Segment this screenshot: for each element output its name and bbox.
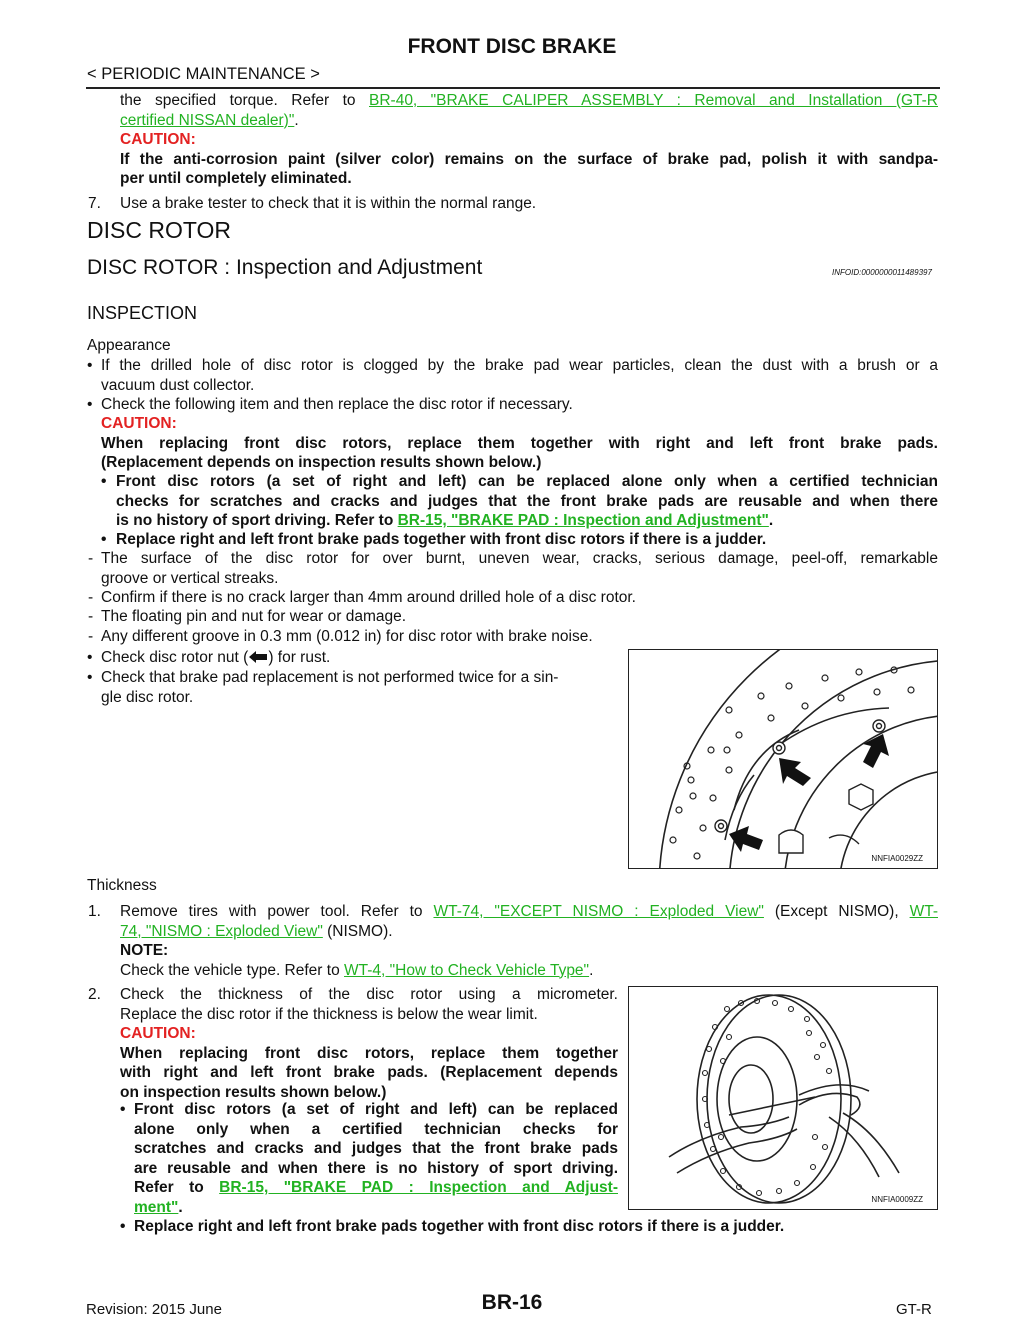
figure1-id: NNFIA0029ZZ	[871, 854, 923, 863]
appearance-dash1: The surface of the disc rotor for over burnt, uneven wear, cracks, serious damage, peel-off, remarkable groove or vertical streaks.	[101, 550, 938, 587]
step7-text: Use a brake tester to check that it is within the normal range.	[120, 195, 537, 212]
inspection-heading: INSPECTION	[87, 303, 198, 323]
link-wt74-nismo[interactable]: WT-	[909, 903, 938, 920]
footer-model: GT-R	[896, 1301, 932, 1318]
thickness-step2-number: 2.	[88, 986, 101, 1003]
thickness-sub1: Front disc rotors (a set of right and left) can be replaced alone only when a certified technician checks for scratches and cracks and judges that the front brake pads are reusable and when there is no history of sport driving. Refer to BR-15, "BRAKE PAD : Inspection and Adjust- ment".	[134, 1101, 618, 1216]
intro-line2: certified NISSAN dealer)".	[120, 111, 299, 129]
intro-block	[120, 91, 938, 189]
appearance-dash2: Confirm if there is no crack larger than 4mm around drilled hole of a disc rotor.	[101, 589, 636, 606]
thickness-step1-number: 1.	[88, 903, 101, 920]
footer-page-number: BR-16	[481, 1291, 543, 1314]
dash-mark: -	[88, 550, 94, 567]
bullet-mark: •	[120, 1218, 126, 1235]
appearance-sub2: Replace right and left front brake pads together with front disc rotors if there is a judder.	[116, 531, 767, 548]
bullet-mark: •	[87, 669, 93, 686]
left-arrow-icon	[248, 650, 268, 664]
thickness-heading: Thickness	[87, 877, 157, 894]
appearance-dash4: Any different groove in 0.3 mm (0.012 in) for disc rotor with brake noise.	[101, 628, 593, 645]
bullet-mark: •	[87, 357, 93, 374]
bullet-mark: •	[101, 473, 107, 490]
link-br15-brake-pad[interactable]: BR-15, "BRAKE PAD : Inspection and Adjustment"	[397, 512, 769, 529]
bullet-mark: •	[101, 531, 107, 548]
intro-line1: the specified torque. Refer to BR-40, "BRAKE CALIPER ASSEMBLY : Removal and Installation (GT-R	[120, 92, 939, 109]
step7-number: 7.	[88, 195, 101, 212]
footer-revision: Revision: 2015 June	[86, 1301, 222, 1318]
bullet-mark: •	[120, 1101, 126, 1118]
dash-mark: -	[88, 608, 94, 625]
header-rule	[86, 87, 940, 89]
figure-disc-rotor-nuts	[628, 649, 938, 869]
caution-label: CAUTION:	[120, 1025, 196, 1042]
bullet-mark: •	[87, 396, 93, 413]
bullet-mark: •	[87, 649, 93, 666]
info-id: INFOID:0000000011489397	[832, 268, 932, 277]
disc-rotor-illustration	[629, 650, 937, 868]
appearance-bullet4: Check that brake pad replacement is not performed twice for a sin- gle disc rotor.	[101, 669, 559, 706]
caution-label: CAUTION:	[101, 415, 177, 432]
section-subtitle: DISC ROTOR : Inspection and Adjustment	[87, 256, 483, 279]
appearance-heading: Appearance	[87, 337, 171, 354]
figure-micrometer-measure	[628, 986, 938, 1210]
note-label: NOTE:	[120, 942, 169, 959]
appearance-caution: CAUTION: When replacing front disc rotors, replace them together with right and left front brake pads. (Replacement depends on inspection results shown below.)	[101, 415, 938, 471]
section-title: DISC ROTOR	[87, 217, 231, 243]
caution-text-line2: per until completely eliminated.	[120, 170, 352, 187]
appearance-sub1: Front disc rotors (a set of right and left) can be replaced alone only when a certified technician checks for scratches and cracks and judges that the front brake pads are reusable and when there is no history of sport driving. Refer to BR-15, "BRAKE PAD : Inspection and Adjustment".	[116, 473, 938, 529]
link-br15-brake-pad-2-cont[interactable]: ment"	[134, 1198, 179, 1216]
appearance-bullet1: If the drilled hole of disc rotor is clogged by the brake pad wear particles, clean the dust with a brush or a vacuum dust collector.	[101, 357, 938, 394]
micrometer-illustration	[629, 987, 937, 1209]
link-wt74-except-nismo[interactable]: WT-74, "EXCEPT NISMO : Exploded View"	[433, 903, 764, 920]
thickness-step2: Check the thickness of the disc rotor using a micrometer. Replace the disc rotor if the thickness is below the wear limit. CAUTION: When replacing front disc rotors, replace them together with right and left front brake pads. (Replacement depends on inspection results shown below.)	[120, 986, 618, 1101]
dash-mark: -	[88, 628, 94, 645]
thickness-sub2: Replace right and left front brake pads together with front disc rotors if there is a judder.	[134, 1218, 785, 1235]
thickness-step1: Remove tires with power tool. Refer to WT-74, "EXCEPT NISMO : Exploded View" (Except NISMO), WT- 74, "NISMO : Exploded View" (NISMO). NOTE: Check the vehicle type. Refer to WT-4, "How to Check Vehicle Type".	[120, 903, 938, 979]
appearance-bullet2: Check the following item and then replace the disc rotor if necessary.	[101, 396, 573, 413]
link-br40-caliper[interactable]: BR-40, "BRAKE CALIPER ASSEMBLY : Removal and Installation (GT-R	[369, 92, 939, 109]
link-wt74-nismo-cont[interactable]: 74, "NISMO : Exploded View"	[120, 922, 323, 940]
link-br15-brake-pad-2[interactable]: BR-15, "BRAKE PAD : Inspection and Adjust-	[219, 1179, 618, 1196]
dash-mark: -	[88, 589, 94, 606]
caution-label: CAUTION:	[120, 131, 196, 148]
link-wt4-vehicle-type[interactable]: WT-4, "How to Check Vehicle Type"	[344, 961, 590, 979]
appearance-dash3: The floating pin and nut for wear or damage.	[101, 608, 407, 625]
page-title: FRONT DISC BRAKE	[407, 35, 617, 58]
appearance-bullet3: Check disc rotor nut ( ) for rust.	[101, 649, 331, 666]
figure2-id: NNFIA0009ZZ	[871, 1195, 923, 1204]
caution-text-line1: If the anti-corrosion paint (silver color) remains on the surface of brake pad, polish it with sandpa-	[120, 150, 938, 168]
link-br40-caliper-cont[interactable]: certified NISSAN dealer)"	[120, 111, 295, 129]
breadcrumb: < PERIODIC MAINTENANCE >	[87, 65, 320, 83]
